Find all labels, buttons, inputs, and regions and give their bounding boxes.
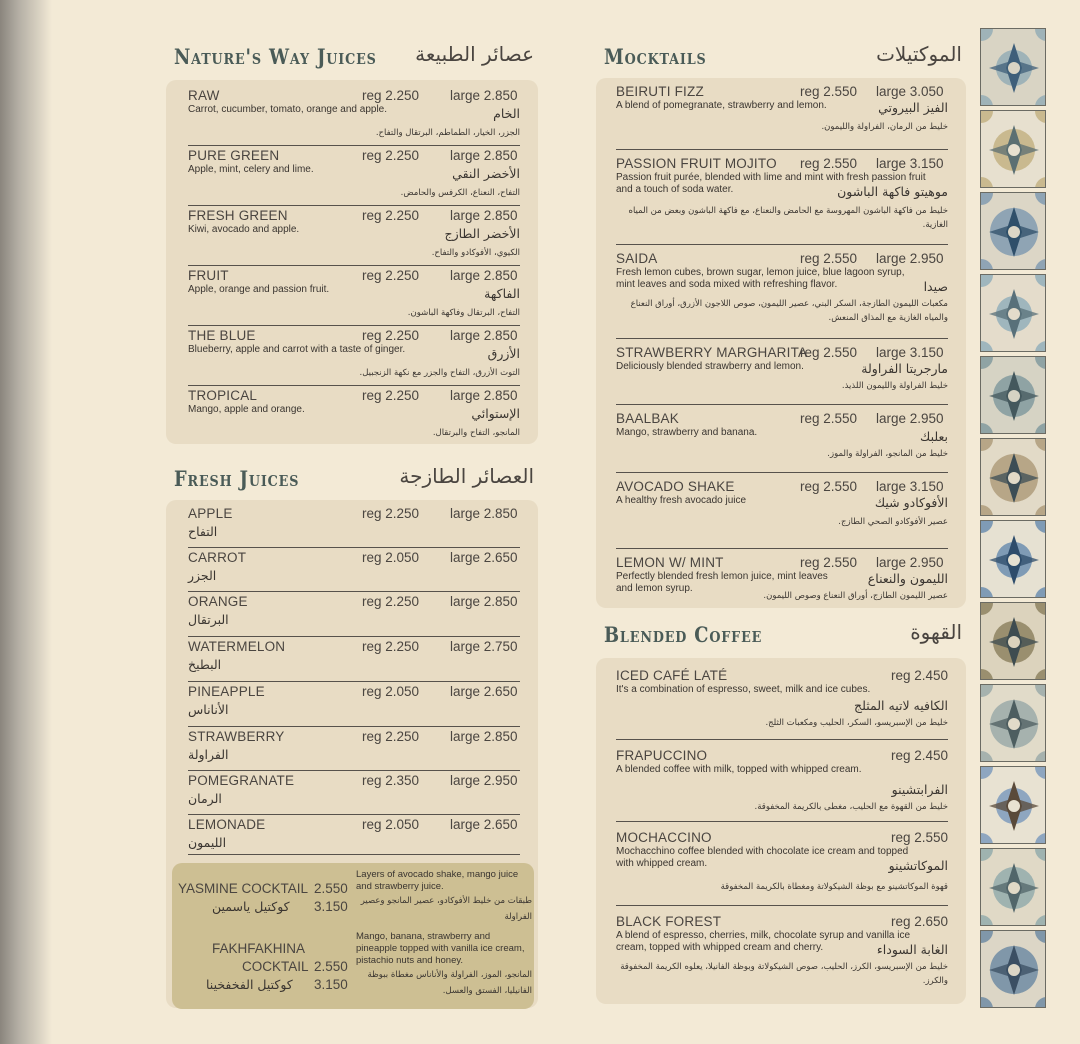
cocktail-price: 2.550 [314, 881, 348, 896]
item-desc-ar: التوت الأزرق، التفاح والجزر مع نكهة الزنجبيل. [359, 368, 520, 378]
item-name: TROPICAL [188, 388, 258, 403]
decorative-tile [980, 438, 1046, 516]
menu-item [188, 326, 520, 386]
item-name: WATERMELON [188, 639, 286, 654]
mocktails-header [596, 34, 966, 74]
item-price: reg 2.650 [890, 914, 948, 929]
item-large-price: large 2.950 [876, 555, 944, 570]
item-desc-ar: التفاح، البرتقال وفاكهة الباشون. [407, 308, 520, 318]
item-large-price: large 2.950 [450, 773, 518, 788]
item-desc-ar: الكيوي، الأفوكادو والتفاح. [431, 248, 520, 258]
item-reg-price: reg 2.550 [800, 84, 858, 99]
menu-item [616, 339, 948, 405]
item-name-ar: الموكاتشينو [888, 858, 948, 873]
item-reg-price: reg 2.550 [800, 251, 858, 266]
menu-item [188, 504, 520, 548]
item-name: PURE GREEN [188, 148, 280, 163]
item-price: reg 2.450 [890, 748, 948, 763]
cocktail-desc-ar: طبقات من خليط الأفوكادو، عصير المانجو وعصير الفراولة [360, 896, 532, 922]
menu-item [188, 592, 520, 637]
item-reg-price: reg 2.250 [362, 88, 420, 103]
fresh-juices-title: Fresh Juices [174, 466, 300, 491]
item-desc: Deliciously blended strawberry and lemon. [616, 361, 804, 372]
item-name: THE BLUE [188, 328, 256, 343]
item-reg-price: reg 2.250 [362, 388, 420, 403]
menu-item [188, 386, 520, 442]
cocktail-price: 2.550 [314, 959, 348, 974]
item-name-ar: الإستوائي [471, 406, 520, 421]
menu-item [616, 150, 948, 245]
item-name: ICED CAFÉ LATÉ [616, 668, 728, 683]
decorative-tile [980, 848, 1046, 926]
item-desc: Mango, strawberry and banana. [616, 427, 758, 438]
blended-coffee-panel [596, 658, 966, 1004]
menu-item [188, 771, 520, 815]
item-desc-ar: خليط من فاكهة الباشون المهروسة مع الحامض والنعناع، مع فاكهة الباشون وبعض من المياه الغازية. [628, 206, 948, 230]
item-name-ar: الرمان [188, 791, 222, 806]
natures-way-title: Nature's Way Juices [174, 44, 377, 69]
cocktail-name-ar: كوكتيل الفخفخينا [206, 977, 293, 992]
item-desc-ar: خليط من الرمان، الفراولة والليمون. [821, 122, 948, 132]
item-large-price: large 2.650 [450, 550, 518, 565]
item-reg-price: reg 2.350 [362, 773, 420, 788]
mocktails-title-ar: الموكتيلات [876, 42, 962, 66]
right-column [596, 34, 966, 1004]
item-name: FRESH GREEN [188, 208, 288, 223]
item-name-ar: الأخضر النقي [452, 166, 520, 181]
menu-item [188, 206, 520, 266]
item-desc: Kiwi, avocado and apple. [188, 224, 300, 235]
item-desc-ar: خليط من القهوة مع الحليب، مغطى بالكريمة المخفوقة. [754, 802, 948, 812]
item-large-price: large 2.850 [450, 88, 518, 103]
cocktail-desc: Mango, banana, strawberry and pineapple topped with vanilla ice cream, pistachio nuts and honey. [356, 931, 525, 966]
item-name-ar: صيدا [923, 279, 948, 294]
menu-item [188, 146, 520, 206]
item-reg-price: reg 2.550 [800, 479, 858, 494]
cocktail-name: FAKHFAKHINA [212, 941, 306, 956]
decorative-tile [980, 520, 1046, 598]
item-name: LEMON W/ MINT [616, 555, 724, 570]
item-name: LEMONADE [188, 817, 266, 832]
item-large-price: large 2.650 [450, 684, 518, 699]
item-name-ar: الأزرق [487, 346, 520, 361]
item-desc: Blueberry, apple and carrot with a taste of ginger. [188, 344, 406, 355]
item-reg-price: reg 2.250 [362, 328, 420, 343]
mocktails-title: Mocktails [604, 44, 707, 69]
item-desc-ar: قهوة الموكاتشينو مع بوظة الشيكولاتة ومغطاة بالكريمة المخفوقة [720, 882, 948, 892]
item-desc: Passion fruit purée, blended with lime and mint with fresh passion fruit and a touch of soda water. [616, 172, 926, 195]
item-name: ORANGE [188, 594, 248, 609]
item-desc: It's a combination of espresso, sweet, milk and ice cubes. [616, 684, 871, 695]
item-reg-price: reg 2.250 [362, 639, 420, 654]
item-price: reg 2.550 [890, 830, 948, 845]
item-reg-price: reg 2.250 [362, 594, 420, 609]
menu-item [188, 637, 520, 682]
item-name-ar: الأفوكادو شيك [874, 495, 948, 510]
item-desc: A blended coffee with milk, topped with whipped cream. [616, 764, 862, 775]
item-reg-price: reg 2.250 [362, 268, 420, 283]
item-desc: Carrot, cucumber, tomato, orange and apple. [188, 104, 388, 115]
menu-item [616, 662, 948, 740]
item-name-ar: الجزر [188, 568, 217, 583]
item-desc: A healthy fresh avocado juice [616, 495, 747, 506]
item-name-ar: الليمون [188, 835, 227, 850]
decorative-tile [980, 930, 1046, 1008]
item-name: PASSION FRUIT MOJITO [616, 156, 777, 171]
menu-item [188, 86, 520, 146]
fresh-juices-header [166, 456, 538, 496]
decorative-tile [980, 192, 1046, 270]
item-name-ar: الغابة السوداء [876, 942, 948, 957]
item-desc-ar: عصير الليمون الطازج، أوراق النعناع وصوص الليمون. [763, 591, 948, 601]
item-name-ar: الأناناس [188, 702, 229, 717]
menu-item [188, 727, 520, 771]
item-price: reg 2.450 [890, 668, 948, 683]
item-large-price: large 2.850 [450, 328, 518, 343]
menu-item [616, 906, 948, 996]
menu-item [616, 549, 948, 605]
item-desc-ar: الجزر، الخيار، الطماطم، البرتقال والتفاح. [375, 128, 520, 138]
item-desc-ar: عصير الأفوكادو الصحي الطازج. [838, 517, 948, 527]
item-reg-price: reg 2.250 [362, 148, 420, 163]
item-reg-price: reg 2.550 [800, 345, 858, 360]
menu-item [188, 548, 520, 592]
item-reg-price: reg 2.250 [362, 506, 420, 521]
item-desc-ar: خليط من الإسبريسو، الكرز، الحليب، صوص الشيكولاتة وبوظة الفانيلا، يعلوه الكريمة المخفوقة والكرز. [620, 962, 948, 986]
cocktail-desc: Layers of avocado shake, mango juice and strawberry juice. [356, 869, 519, 892]
item-large-price: large 2.950 [876, 411, 944, 426]
decorative-tile [980, 766, 1046, 844]
item-name-ar: الخام [493, 106, 520, 121]
item-desc-ar: المانجو، التفاح والبرتقال. [432, 428, 520, 438]
item-large-price: large 2.850 [450, 506, 518, 521]
item-name: FRAPUCCINO [616, 748, 708, 763]
decorative-tile [980, 684, 1046, 762]
left-column [166, 34, 538, 1008]
item-name: BLACK FOREST [616, 914, 722, 929]
item-name-ar: الفراولة [188, 747, 229, 762]
item-reg-price: reg 2.250 [362, 208, 420, 223]
natures-way-panel [166, 80, 538, 444]
cocktail-desc-ar: المانجو، الموز، الفراولة والأناناس مغطاة ببوظة الفانيليا، الفستق والعسل. [367, 970, 532, 996]
decorative-tile-strip [980, 28, 1046, 1012]
decorative-tile [980, 274, 1046, 352]
decorative-tile [980, 28, 1046, 106]
item-name-ar: مارجريتا الفراولة [861, 361, 948, 376]
item-name-ar: الفرابتشينو [891, 782, 948, 797]
item-name: APPLE [188, 506, 233, 521]
menu-item [616, 82, 948, 150]
menu-item [616, 822, 948, 906]
item-name: SAIDA [616, 251, 658, 266]
item-desc: A blend of espresso, cherries, milk, chocolate syrup and vanilla ice cream, topped with whipped cream and cherry. [616, 930, 911, 953]
item-name-ar: الليمون والنعناع [867, 571, 948, 586]
item-desc: Apple, orange and passion fruit. [188, 284, 330, 295]
item-name-ar: البطيخ [188, 657, 222, 672]
item-desc: A blend of pomegranate, strawberry and lemon. [616, 100, 827, 111]
item-name-ar: بعلبك [920, 429, 948, 444]
cocktail-price-ar: 3.150 [314, 899, 348, 914]
fresh-juices-title-ar: العصائر الطازجة [399, 464, 534, 488]
item-name-ar: موهيتو فاكهة الباشون [837, 184, 948, 199]
item-name: AVOCADO SHAKE [616, 479, 735, 494]
book-spine-shadow [0, 0, 52, 1044]
cocktail-price-ar: 3.150 [314, 977, 348, 992]
menu-item [188, 266, 520, 326]
item-name: RAW [188, 88, 220, 103]
blended-coffee-title: Blended Coffee [604, 622, 763, 647]
item-reg-price: reg 2.550 [800, 156, 858, 171]
item-name: CARROT [188, 550, 247, 565]
item-name-ar: الفاكهة [484, 286, 520, 301]
item-reg-price: reg 2.050 [362, 684, 420, 699]
item-name: BEIRUTI FIZZ [616, 84, 704, 99]
item-desc: Perfectly blended fresh lemon juice, mint leaves and lemon syrup. [616, 571, 828, 594]
cocktails-panel [172, 863, 534, 1009]
cocktail-name: COCKTAIL [242, 959, 309, 974]
item-desc: Mochacchino coffee blended with chocolate ice cream and topped with whipped cream. [616, 846, 909, 869]
item-large-price: large 2.850 [450, 388, 518, 403]
natures-way-header [166, 34, 538, 74]
item-desc: Apple, mint, celery and lime. [188, 164, 314, 175]
item-large-price: large 2.950 [876, 251, 944, 266]
item-reg-price: reg 2.550 [800, 411, 858, 426]
item-desc-ar: التفاح، النعناع، الكرفس والحامض. [400, 188, 520, 198]
item-reg-price: reg 2.050 [362, 550, 420, 565]
item-desc-ar: خليط من الإسبريسو، السكر، الحليب ومكعبات الثلج. [765, 718, 948, 728]
decorative-tile [980, 356, 1046, 434]
cocktail-name: YASMINE COCKTAIL [178, 881, 309, 896]
item-name-ar: الأخضر الطازج [444, 226, 520, 241]
item-large-price: large 2.850 [450, 268, 518, 283]
item-name: FRUIT [188, 268, 229, 283]
natures-way-title-ar: عصائر الطبيعة [415, 42, 534, 66]
item-large-price: large 2.750 [450, 639, 518, 654]
item-desc-ar: خليط الفراولة والليمون اللذيذ. [841, 381, 948, 391]
item-large-price: large 2.850 [450, 208, 518, 223]
item-name: MOCHACCINO [616, 830, 712, 845]
item-large-price: large 2.650 [450, 817, 518, 832]
menu-item [188, 682, 520, 727]
item-large-price: large 3.150 [876, 479, 944, 494]
blended-coffee-header [596, 612, 966, 652]
item-name: STRAWBERRY [188, 729, 285, 744]
item-desc: Fresh lemon cubes, brown sugar, lemon juice, blue lagoon syrup, mint leaves and soda mixed with refreshing flavor. [616, 267, 905, 290]
item-name: STRAWBERRY MARGHARITA [616, 345, 808, 360]
item-reg-price: reg 2.050 [362, 817, 420, 832]
menu-item [616, 405, 948, 473]
item-desc: Mango, apple and orange. [188, 404, 305, 415]
item-name-ar: التفاح [188, 524, 218, 539]
item-large-price: large 2.850 [450, 729, 518, 744]
menu-item [616, 740, 948, 822]
item-large-price: large 3.050 [876, 84, 944, 99]
mocktails-panel [596, 78, 966, 608]
item-name-ar: البرتقال [188, 612, 229, 627]
item-name-ar: الكافيه لاتيه المثلج [854, 698, 948, 713]
item-name: PINEAPPLE [188, 684, 265, 699]
item-reg-price: reg 2.550 [800, 555, 858, 570]
menu-item [616, 473, 948, 549]
item-large-price: large 2.850 [450, 148, 518, 163]
cocktail-name-ar: كوكتيل ياسمين [212, 899, 290, 914]
item-reg-price: reg 2.250 [362, 729, 420, 744]
decorative-tile [980, 110, 1046, 188]
item-desc-ar: مكعبات الليمون الطازجة، السكر البني، عصير الليمون، صوص اللاجون الأزرق، أوراق النعناع والمياه الغازية مع المذاق المنعش. [630, 299, 948, 323]
blended-coffee-title-ar: القهوة [910, 620, 962, 644]
item-large-price: large 2.850 [450, 594, 518, 609]
item-name: POMEGRANATE [188, 773, 295, 788]
decorative-tile [980, 602, 1046, 680]
menu-item [188, 815, 520, 855]
item-name: BAALBAK [616, 411, 679, 426]
item-large-price: large 3.150 [876, 156, 944, 171]
fresh-juices-panel [166, 500, 538, 1008]
item-large-price: large 3.150 [876, 345, 944, 360]
item-name-ar: الفيز البيروتي [878, 100, 948, 115]
menu-item [616, 245, 948, 339]
item-desc-ar: خليط من المانجو، الفراولة والموز. [827, 449, 948, 459]
